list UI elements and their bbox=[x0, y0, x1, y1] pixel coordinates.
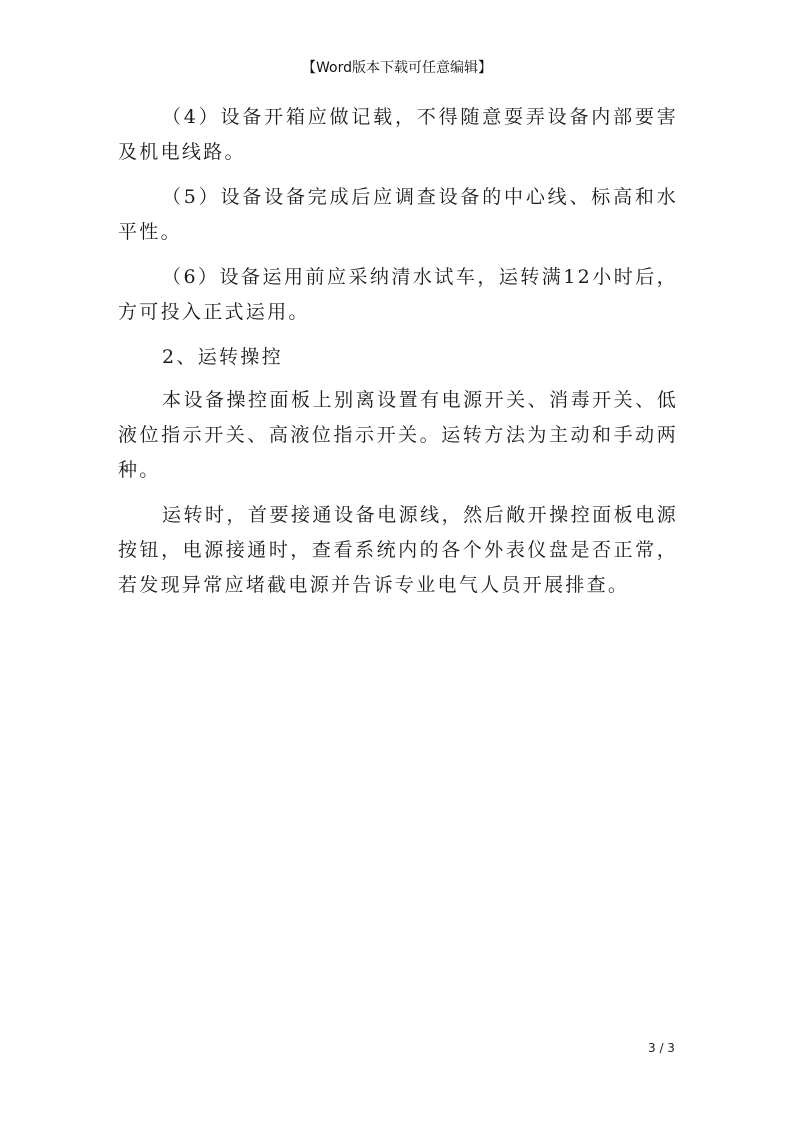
page-header: 【Word版本下载可任意编辑】 bbox=[302, 60, 492, 76]
page-number: 3 / 3 bbox=[648, 1041, 675, 1055]
paragraph-operation: 运转时，首要接通设备电源线，然后敞开操控面板电源按钮，电源接通时，查看系统内的各个外表仪盘是否正常，若发现异常应堵截电源并告诉专业电气人员开展排查。 bbox=[118, 504, 678, 596]
paragraph-item-5: （5）设备设备完成后应调查设备的中心线、标高和水平性。 bbox=[118, 186, 678, 243]
paragraph-item-4: （4）设备开箱应做记载，不得随意耍弄设备内部要害及机电线路。 bbox=[118, 106, 678, 163]
paragraph-item-6: （6）设备运用前应采纳清水试车，运转满12小时后，方可投入正式运用。 bbox=[118, 266, 678, 323]
section-heading: 2、运转操控 bbox=[162, 346, 283, 368]
document-body bbox=[118, 100, 678, 613]
paragraph-control-panel: 本设备操控面板上别离设置有电源开关、消毒开关、低液位指示开关、高液位指示开关。运转方法为主动和手动两种。 bbox=[118, 389, 678, 481]
